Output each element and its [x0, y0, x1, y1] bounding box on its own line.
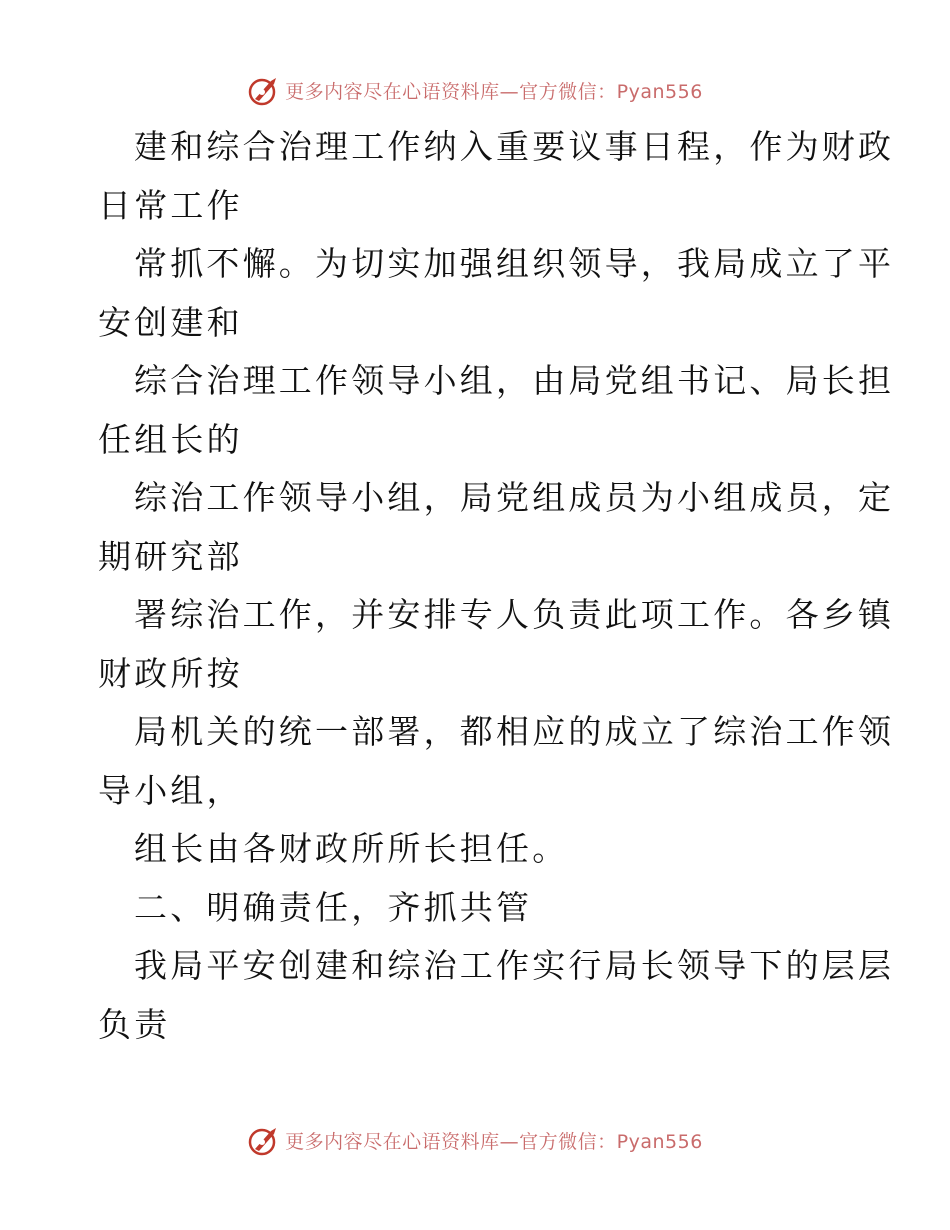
paragraph-line: 局机关的统一部署，都相应的成立了综治工作领	[134, 712, 895, 751]
section-heading: 二、明确责任，齐抓共管	[134, 887, 533, 927]
watermark-text: 更多内容尽在心语资料库—官方微信：Pyan556	[285, 1130, 703, 1153]
paragraph-line: 财政所按	[98, 653, 243, 693]
watermark-text: 更多内容尽在心语资料库—官方微信：Pyan556	[285, 80, 703, 103]
paragraph-line: 我局平安创建和综治工作实行局长领导下的层层	[134, 946, 895, 985]
paragraph-line: 安创建和	[98, 302, 243, 342]
footer-watermark	[0, 1120, 950, 1160]
paragraph-line: 日常工作	[98, 185, 243, 225]
paragraph-line: 任组长的	[98, 419, 243, 459]
paragraph-line: 导小组，	[98, 770, 243, 810]
paragraph-line: 组长由各财政所所长担任。	[134, 829, 569, 868]
pen-nib-logo-icon	[247, 73, 281, 107]
paragraph-line: 综治工作领导小组，局党组成员为小组成员，定	[134, 478, 895, 517]
paragraph-line: 期研究部	[98, 536, 243, 576]
pen-nib-logo-icon	[247, 1123, 281, 1157]
paragraph-line: 常抓不懈。为切实加强组织领导，我局成立了平	[134, 244, 895, 283]
paragraph-line: 综合治理工作领导小组，由局党组书记、局长担	[134, 361, 895, 400]
paragraph-line: 负责	[98, 1004, 171, 1044]
paragraph-line: 建和综合治理工作纳入重要议事日程，作为财政	[134, 127, 895, 166]
header-watermark	[0, 70, 950, 110]
document-body	[98, 118, 895, 1054]
paragraph-line: 署综治工作，并安排专人负责此项工作。各乡镇	[134, 595, 895, 634]
